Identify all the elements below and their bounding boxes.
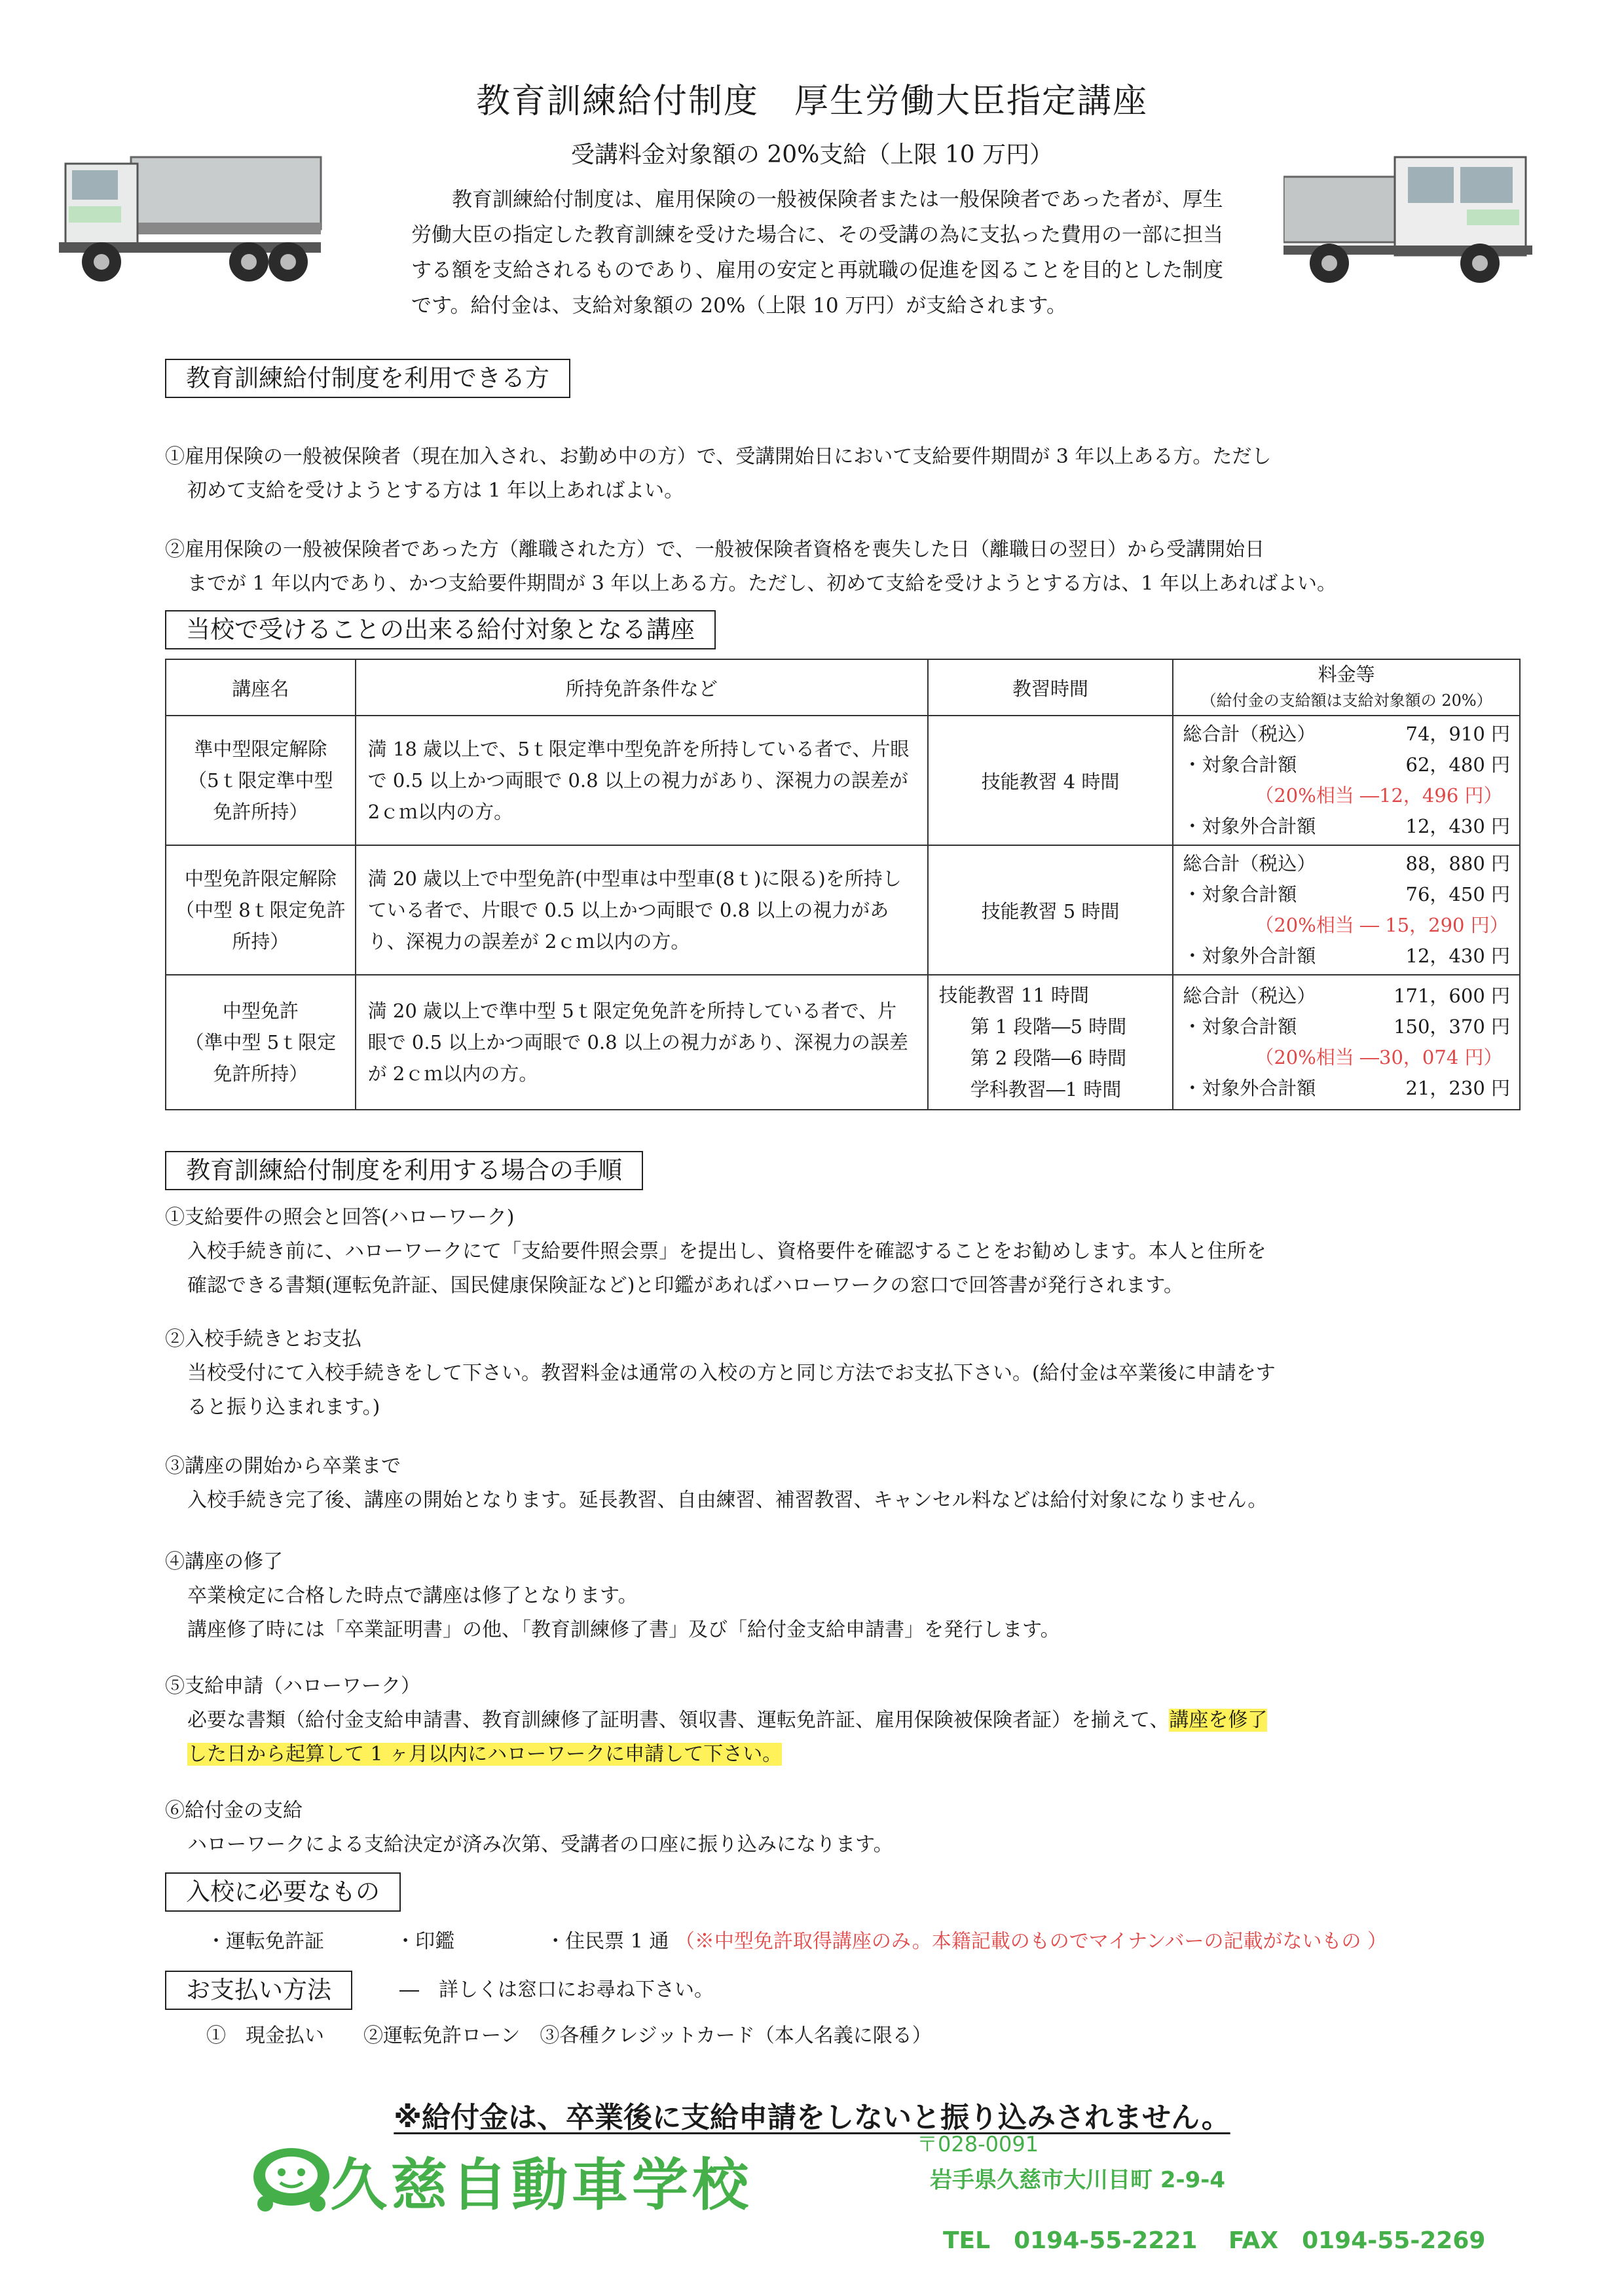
- procedure-heading: 教育訓練給付制度を利用する場合の手順: [165, 1151, 643, 1190]
- address: 岩手県久慈市大川目町 2-9-4: [930, 2167, 1226, 2193]
- col-header-fee: 料金等 （給付金の支給額は支給対象額の 20%）: [1173, 659, 1520, 716]
- truck-image-right: [1283, 137, 1545, 301]
- payment-note: ― 詳しくは窓口にお尋ね下さい。: [399, 1978, 714, 2001]
- deadline-highlight: 講座を修了: [1169, 1709, 1268, 1732]
- course-name: 中型免許 （準中型 5ｔ限定 免許所持）: [166, 975, 356, 1110]
- course-condition: 満 20 歳以上で中型免許(中型車は中型車(8ｔ)に限る)を所持している者で、片眼で 0.5 以上かつ両眼で 0.8 以上の視力があり、深視力の誤差が 2ｃｍ以内の方。: [356, 845, 928, 975]
- eligibility-item-2: ②雇用保険の一般被保険者であった方（離職された方）で、一般被保険者資格を喪失した日（離職日の翌日）から受講開始日 までが 1 年以内であり、かつ支給要件期間が 3 年以上ある方。ただし、初めて支給を受けようとする方は、1 年以上あればよい。: [165, 538, 1337, 595]
- subsidy-amount: （20%相当 ― 15，290 円）: [1255, 914, 1509, 936]
- intro-paragraph: 教育訓練給付制度は、雇用保険の一般被保険者または一般保険者であった者が、厚生労働大臣の指定した教育訓練を受けた場合に、その受講の為に支払った費用の一部に担当する額を支給されるものであり、雇用の安定と再就職の促進を図ることを目的とした制度です。給付金は、支給対象額の 20%（上限 10 万円）が支給されます。: [411, 188, 1223, 318]
- needs-heading: 入校に必要なもの: [165, 1872, 401, 1912]
- school-logo-icon: [249, 2141, 334, 2213]
- school-name: 久慈自動車学校: [331, 2153, 752, 2218]
- courses-table: [165, 659, 1521, 1110]
- procedure-step-6: ⑥給付金の支給 ハローワークによる支給決定が済み次第、受講者の口座に振り込みになります。: [165, 1799, 893, 1856]
- course-hours: 技能教習 4 時間: [928, 716, 1173, 845]
- payment-methods: ① 現金払い ②運転免許ローン ③各種クレジットカード（本人名義に限る）: [206, 2024, 932, 2047]
- procedure-step-1: ①支給要件の照会と回答(ハローワーク) 入校手続き前に、ハローワークにて「支給要件照会票」を提出し、資格要件を確認することをお勧めします。本人と住所を 確認できる書類(運転免許証、国民健康保険証など)と印鑑があればハローワークの窓口で回答書が発行されます。: [165, 1206, 1266, 1297]
- eligibility-item-1: ①雇用保険の一般被保険者（現在加入され、お勤め中の方）で、受講開始日において支給要件期間が 3 年以上ある方。ただし 初めて支給を受けようとする方は 1 年以上あればよい。: [165, 445, 1272, 502]
- course-name: 準中型限定解除 （5ｔ限定準中型 免許所持）: [166, 716, 356, 845]
- procedure-step-3: ③講座の開始から卒業まで 入校手続き完了後、講座の開始となります。延長教習、自由練習、補習教習、キャンセル料などは給付対象になりません。: [165, 1455, 1268, 1512]
- truck-image-left: [52, 131, 327, 295]
- postal-code: 〒028-0091: [917, 2132, 1039, 2157]
- course-hours: 技能教習 11 時間 第 1 段階―5 時間 第 2 段階―6 時間 学科教習―1 時間: [928, 975, 1173, 1110]
- eligibility-heading: 教育訓練給付制度を利用できる方: [165, 359, 570, 398]
- course-fee: 総合計（税込） 171，600 円 ・対象合計額 150，370 円 （20%相当 ―30，074 円） ・対象外合計額 21，230 円: [1173, 975, 1520, 1110]
- procedure-step-2: ②入校手続きとお支払 当校受付にて入校手続きをして下さい。教習料金は通常の入校の方と同じ方法でお支払下さい。(給付金は卒業後に申請をす ると振り込まれます。): [165, 1328, 1276, 1419]
- warning-note: ※給付金は、卒業後に支給申請をしないと振り込みされません。: [394, 2101, 1230, 2134]
- procedure-step-5: ⑤支給申請（ハローワーク） 必要な書類（給付金支給申請書、教育訓練修了証明書、領収書、運転免許証、雇用保険被保険者証）を揃えて、講座を修了 した日から起算して 1 ヶ月以内にハローワークに申請して下さい。: [165, 1675, 1268, 1766]
- page-subtitle: 受講料金対象額の 20%支給（上限 10 万円）: [570, 141, 1054, 168]
- table-row: [166, 975, 1520, 1110]
- course-fee: 総合計（税込） 88，880 円 ・対象合計額 76，450 円 （20%相当 ― 15，290 円） ・対象外合計額 12，430 円: [1173, 845, 1520, 975]
- page-title: 教育訓練給付制度 厚生労働大臣指定講座: [475, 82, 1148, 121]
- phone-number: TEL 0194-55-2221: [943, 2227, 1198, 2254]
- col-header-hours: 教習時間: [928, 659, 1173, 716]
- payment-heading: お支払い方法: [165, 1971, 352, 2010]
- needs-list: [206, 1925, 1581, 1959]
- needs-item-seal: ・印鑑: [396, 1930, 455, 1953]
- col-header-course: 講座名: [166, 659, 356, 716]
- course-name: 中型免許限定解除 （中型 8ｔ限定免許 所持）: [166, 845, 356, 975]
- course-hours: 技能教習 5 時間: [928, 845, 1173, 975]
- table-header-row: [166, 659, 1520, 716]
- course-fee: 総合計（税込） 74，910 円 ・対象合計額 62，480 円 （20%相当 ―12，496 円） ・対象外合計額 12，430 円: [1173, 716, 1520, 845]
- deadline-highlight-cont: した日から起算して 1 ヶ月以内にハローワークに申請して下さい。: [187, 1743, 783, 1766]
- subsidy-amount: （20%相当 ―30，074 円）: [1255, 1046, 1503, 1068]
- fax-number: FAX 0194-55-2269: [1228, 2227, 1486, 2254]
- table-row: [166, 716, 1520, 845]
- course-condition: 満 20 歳以上で準中型 5ｔ限定免免許を所持している者で、片眼で 0.5 以上かつ両眼で 0.8 以上の視力があり、深視力の誤差が 2ｃｍ以内の方。: [356, 975, 928, 1110]
- subsidy-amount: （20%相当 ―12，496 円）: [1255, 784, 1503, 807]
- course-condition: 満 18 歳以上で、5ｔ限定準中型免許を所持している者で、片眼で 0.5 以上かつ両眼で 0.8 以上の視力があり、深視力の誤差が 2ｃｍ以内の方。: [356, 716, 928, 845]
- procedure-step-4: ④講座の修了 卒業検定に合格した時点で講座は修了となります。 講座修了時には「卒業証明書」の他、「教育訓練修了書」及び「給付金支給申請書」を発行します。: [165, 1550, 1060, 1641]
- courses-heading: 当校で受けることの出来る給付対象となる講座: [165, 610, 716, 649]
- col-header-condition: 所持免許条件など: [356, 659, 928, 716]
- needs-item-resident-card: ・住民票 1 通: [545, 1930, 669, 1953]
- table-row: [166, 845, 1520, 975]
- needs-item-note: （※中型免許取得講座のみ。本籍記載のものでマイナンバーの記載がないもの ）: [674, 1930, 1388, 1953]
- needs-item-license: ・運転免許証: [206, 1930, 324, 1953]
